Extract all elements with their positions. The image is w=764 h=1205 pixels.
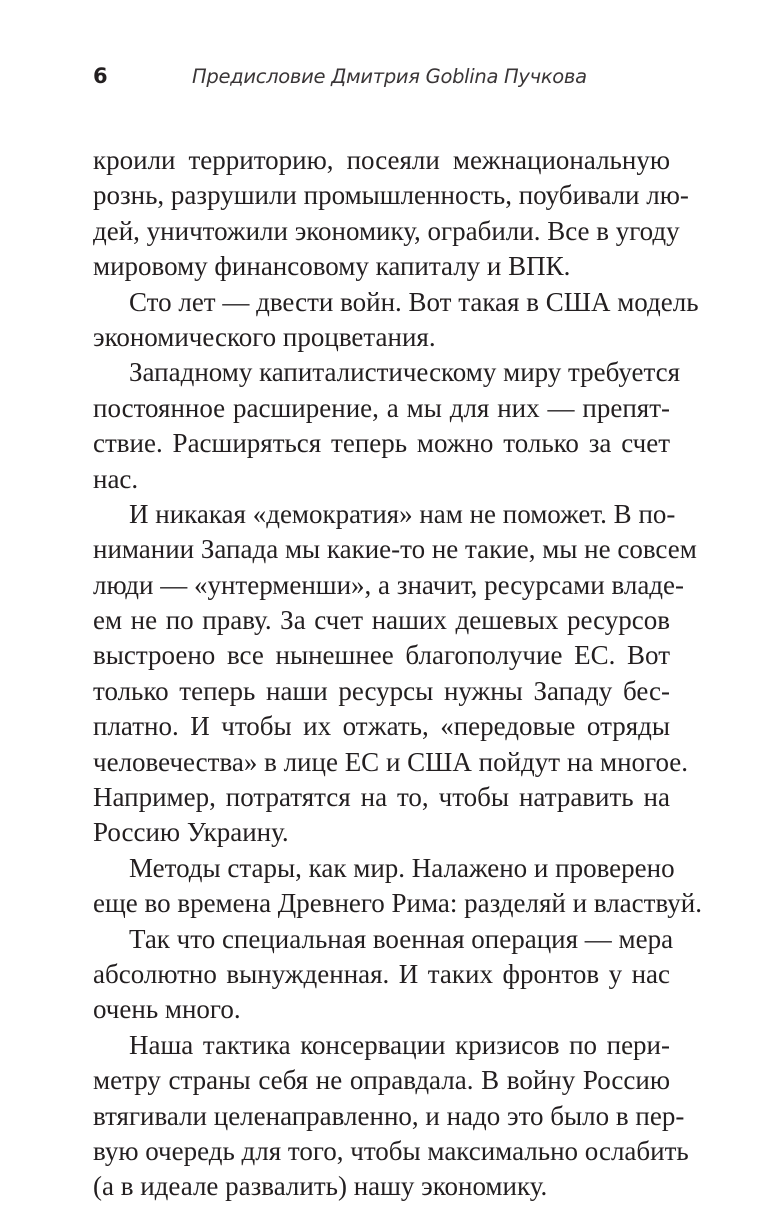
running-title: Предисловие Дмитрия Goblina Пучкова (192, 65, 587, 88)
text-line: нас. (93, 463, 139, 494)
text-line: метру страны себя не оправдала. В войну Россию (93, 1065, 670, 1096)
paragraph (93, 143, 689, 285)
running-header (93, 64, 673, 98)
text-line: (а в идеале развалить) нашу экономику. (93, 1171, 548, 1202)
text-line: Наша тактика консервации кризисов по пери- (129, 1029, 670, 1060)
paragraph (93, 497, 697, 851)
text-line: платно. И чтобы их отжать, «передовые отряды (93, 711, 670, 742)
text-line: выстроено все нынешнее благополучие ЕС. Вот (93, 640, 670, 671)
text-line: только теперь наши ресурсы нужны Западу бес- (93, 675, 670, 706)
body-text (93, 143, 702, 1205)
text-line: нимании Запада мы какие-то не такие, мы не совсем (93, 534, 697, 565)
text-line: Западному капиталистическому миру требуется (129, 357, 681, 388)
text-line: втягивали целенаправленно, и надо это было в пер- (93, 1100, 685, 1131)
text-line: И никакая «демократия» нам не поможет. В по- (129, 498, 676, 529)
paragraph (93, 285, 699, 356)
page-number: 6 (93, 64, 108, 88)
text-line: дей, уничтожили экономику, ограбили. Все в угоду (93, 215, 680, 246)
text-line: абсолютно вынужденная. И таких фронтов у нас (93, 958, 670, 989)
text-line: Сто лет — двести войн. Вот такая в США модель (129, 286, 699, 317)
text-line: люди — «унтерменши», а значит, ресурсами владе- (93, 569, 685, 600)
text-line: Методы стары, как мир. Налажено и проверено (129, 852, 675, 883)
text-line: вую очередь для того, чтобы максимально ослабить (93, 1135, 689, 1166)
text-line: постоянное расширение, а мы для них — препят- (93, 392, 670, 423)
text-line: человечества» в лице ЕС и США пойдут на многое. (93, 746, 689, 777)
text-line: Так что специальная военная операция — мера (129, 923, 674, 954)
paragraph (93, 851, 702, 922)
text-line: мировому финансовому капиталу и ВПК. (93, 251, 571, 282)
text-line: еще во времена Древнего Рима: разделяй и властвуй. (93, 888, 702, 919)
text-line: Россию Украину. (93, 817, 289, 848)
text-line: Например, потратятся на то, чтобы натравить на (93, 782, 670, 813)
text-line: рознь, разрушили промышленность, поубивали лю- (93, 180, 689, 211)
text-line: кроили территорию, посеяли межнациональную (93, 145, 670, 175)
text-line: экономического процветания. (93, 321, 436, 352)
paragraph (93, 355, 681, 497)
paragraph (93, 922, 674, 1028)
text-line: ем не по праву. За счет наших дешевых ресурсов (93, 605, 670, 636)
text-line: ствие. Расширяться теперь можно только за счет (93, 428, 670, 459)
paragraph (93, 1028, 689, 1205)
text-line: очень много. (93, 994, 241, 1025)
